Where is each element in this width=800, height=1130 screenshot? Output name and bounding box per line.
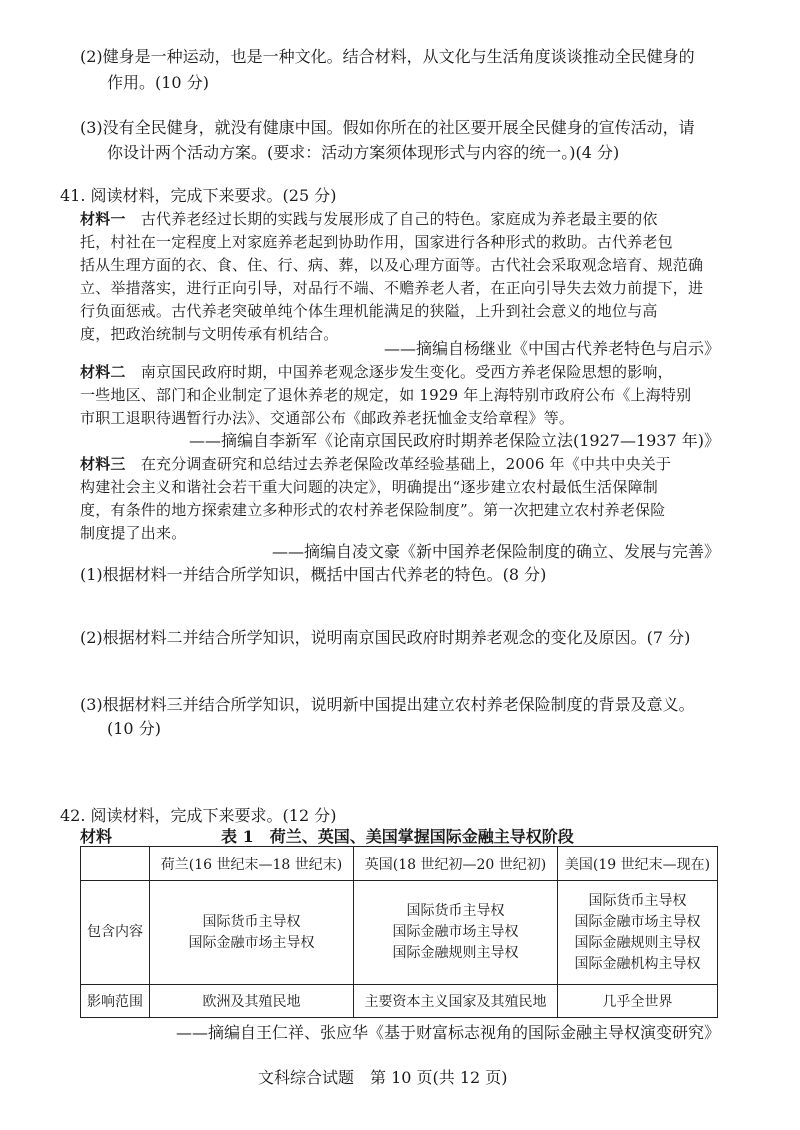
list-item: 国际金融市场主导权 (188, 934, 315, 951)
material3-label: 材料三 (80, 455, 126, 473)
q41-material3-line (80, 453, 671, 475)
row-label-range: 影响范围 (81, 985, 150, 1018)
finance-dominance-table (80, 846, 718, 1018)
q42-source: ——摘编自王仁祥、张应华《基于财富标志视角的国际金融主导权演变研究》 (175, 1023, 720, 1042)
q42-material-label: 材料 (80, 827, 113, 846)
q40-part3-line2: 你设计两个活动方案。(要求：活动方案须体现形式与内容的统一。)(4 分) (107, 143, 620, 162)
list-item: 国际金融市场主导权 (574, 913, 701, 930)
netherlands-range-cell: 欧洲及其殖民地 (150, 985, 354, 1018)
material3-text: 在充分调查研究和总结过去养老保险改革经验基础上，2006 年《中共中央关于 (140, 455, 672, 473)
q41-material3-line: 制度提了出来。 (80, 524, 187, 542)
material1-label: 材料一 (80, 210, 126, 228)
material1-text: 古代养老经过长期的实践与发展形成了自己的特色。家庭成为养老最主要的依 (140, 210, 658, 228)
q41-question3-line2: (10 分) (107, 719, 161, 738)
q41-material1-line: 括从生理方面的衣、食、住、行、病、葬，以及心理方面等。古代社会采取观念培育、规范确 (80, 256, 704, 274)
q40-part3-line1: (3)没有全民健身，就没有健康中国。假如你所在的社区要开展全民健身的宣传活动，请 (80, 118, 695, 137)
list-item: 国际货币主导权 (588, 892, 687, 909)
table-row-range (81, 985, 718, 1018)
q41-material1-line (80, 208, 658, 230)
material1-source: ——摘编自杨继业《中国古代养老特色与启示》 (383, 339, 720, 358)
table-row-content (81, 881, 718, 985)
netherlands-content-cell (150, 881, 354, 985)
q41-material2-line: 市职工退职待遇暂行办法》、交通部公布《邮政养老抚恤金支给章程》等。 (80, 409, 575, 427)
usa-content-cell (558, 881, 718, 985)
q41-heading: 41. 阅读材料，完成下来要求。(25 分) (60, 186, 337, 205)
q41-material2-line (80, 361, 673, 383)
britain-range-cell: 主要资本主义国家及其殖民地 (354, 985, 558, 1018)
list-item: 国际货币主导权 (406, 903, 505, 919)
q41-material1-line: 托，村社在一定程度上对家庭养老起到协助作用，国家进行各种形式的救助。古代养老包 (80, 233, 673, 251)
list-item: 国际金融规则主导权 (574, 934, 701, 951)
q41-material1-line: 立、举措落实，进行正向引导，对品行不端、不赡养老人者，在正向引导失去效力前提下，进 (80, 279, 704, 297)
page-footer: 文科综合试题 第 10 页(共 12 页) (258, 1068, 508, 1087)
list-item: 国际货币主导权 (202, 913, 301, 930)
material2-source: ——摘编自李新军《论南京国民政府时期养老保险立法(1927—1937 年)》 (188, 431, 720, 450)
q42-table-title: 表 1 荷兰、英国、美国掌握国际金融主导权阶段 (221, 827, 574, 846)
row-label-content: 包含内容 (81, 881, 150, 985)
column-britain: 英国(18 世纪初—20 世纪初) (354, 847, 558, 881)
usa-range-cell: 几乎全世界 (558, 985, 718, 1018)
q41-question1: (1)根据材料一并结合所学知识，概括中国古代养老的特色。(8 分) (80, 565, 547, 584)
q41-material3-line: 度，有条件的地方探索建立多种形式的农村养老保险制度”。第一次把建立农村养老保险 (80, 501, 666, 519)
table-header-row (81, 847, 718, 881)
q42-heading: 42. 阅读材料，完成下来要求。(12 分) (60, 806, 337, 825)
q40-part2-line1: (2)健身是一种运动，也是一种文化。结合材料，从文化与生活角度谈谈推动全民健身的 (80, 47, 695, 66)
q41-question2: (2)根据材料二并结合所学知识，说明南京国民政府时期养老观念的变化及原因。(7 分) (80, 628, 691, 647)
britain-content-cell (354, 881, 558, 985)
q41-material1-line: 度，把政治统制与文明传承有机结合。 (80, 325, 339, 343)
column-netherlands: 荷兰(16 世纪末—18 世纪末) (150, 847, 354, 881)
column-usa: 美国(19 世纪末—现在) (558, 847, 718, 881)
material2-label: 材料二 (80, 363, 126, 381)
q41-question3-line1: (3)根据材料三并结合所学知识，说明新中国提出建立农村养老保险制度的背景及意义。 (80, 695, 695, 714)
list-item: 国际金融市场主导权 (392, 924, 519, 940)
list-item: 国际金融机构主导权 (574, 955, 701, 972)
list-item: 国际金融规则主导权 (392, 945, 519, 961)
table-corner-cell (81, 847, 150, 881)
q41-material2-line: 一些地区、部门和企业制定了退休养老的规定，如 1929 年上海特别市政府公布《上海特别 (80, 386, 692, 404)
q40-part2-line2: 作用。(10 分) (107, 73, 209, 92)
q41-material3-line: 构建社会主义和谐社会若干重大问题的决定》，明确提出“逐步建立农村最低生活保障制 (80, 478, 658, 496)
material2-text: 南京国民政府时期，中国养老观念逐步发生变化。受西方养老保险思想的影响， (140, 363, 673, 381)
q41-material1-line: 行负面惩戒。古代养老突破单纯个体生理机能满足的狭隘，上升到社会意义的地位与高 (80, 302, 658, 320)
material3-source: ——摘编自凌文豪《新中国养老保险制度的确立、发展与完善》 (271, 542, 720, 561)
